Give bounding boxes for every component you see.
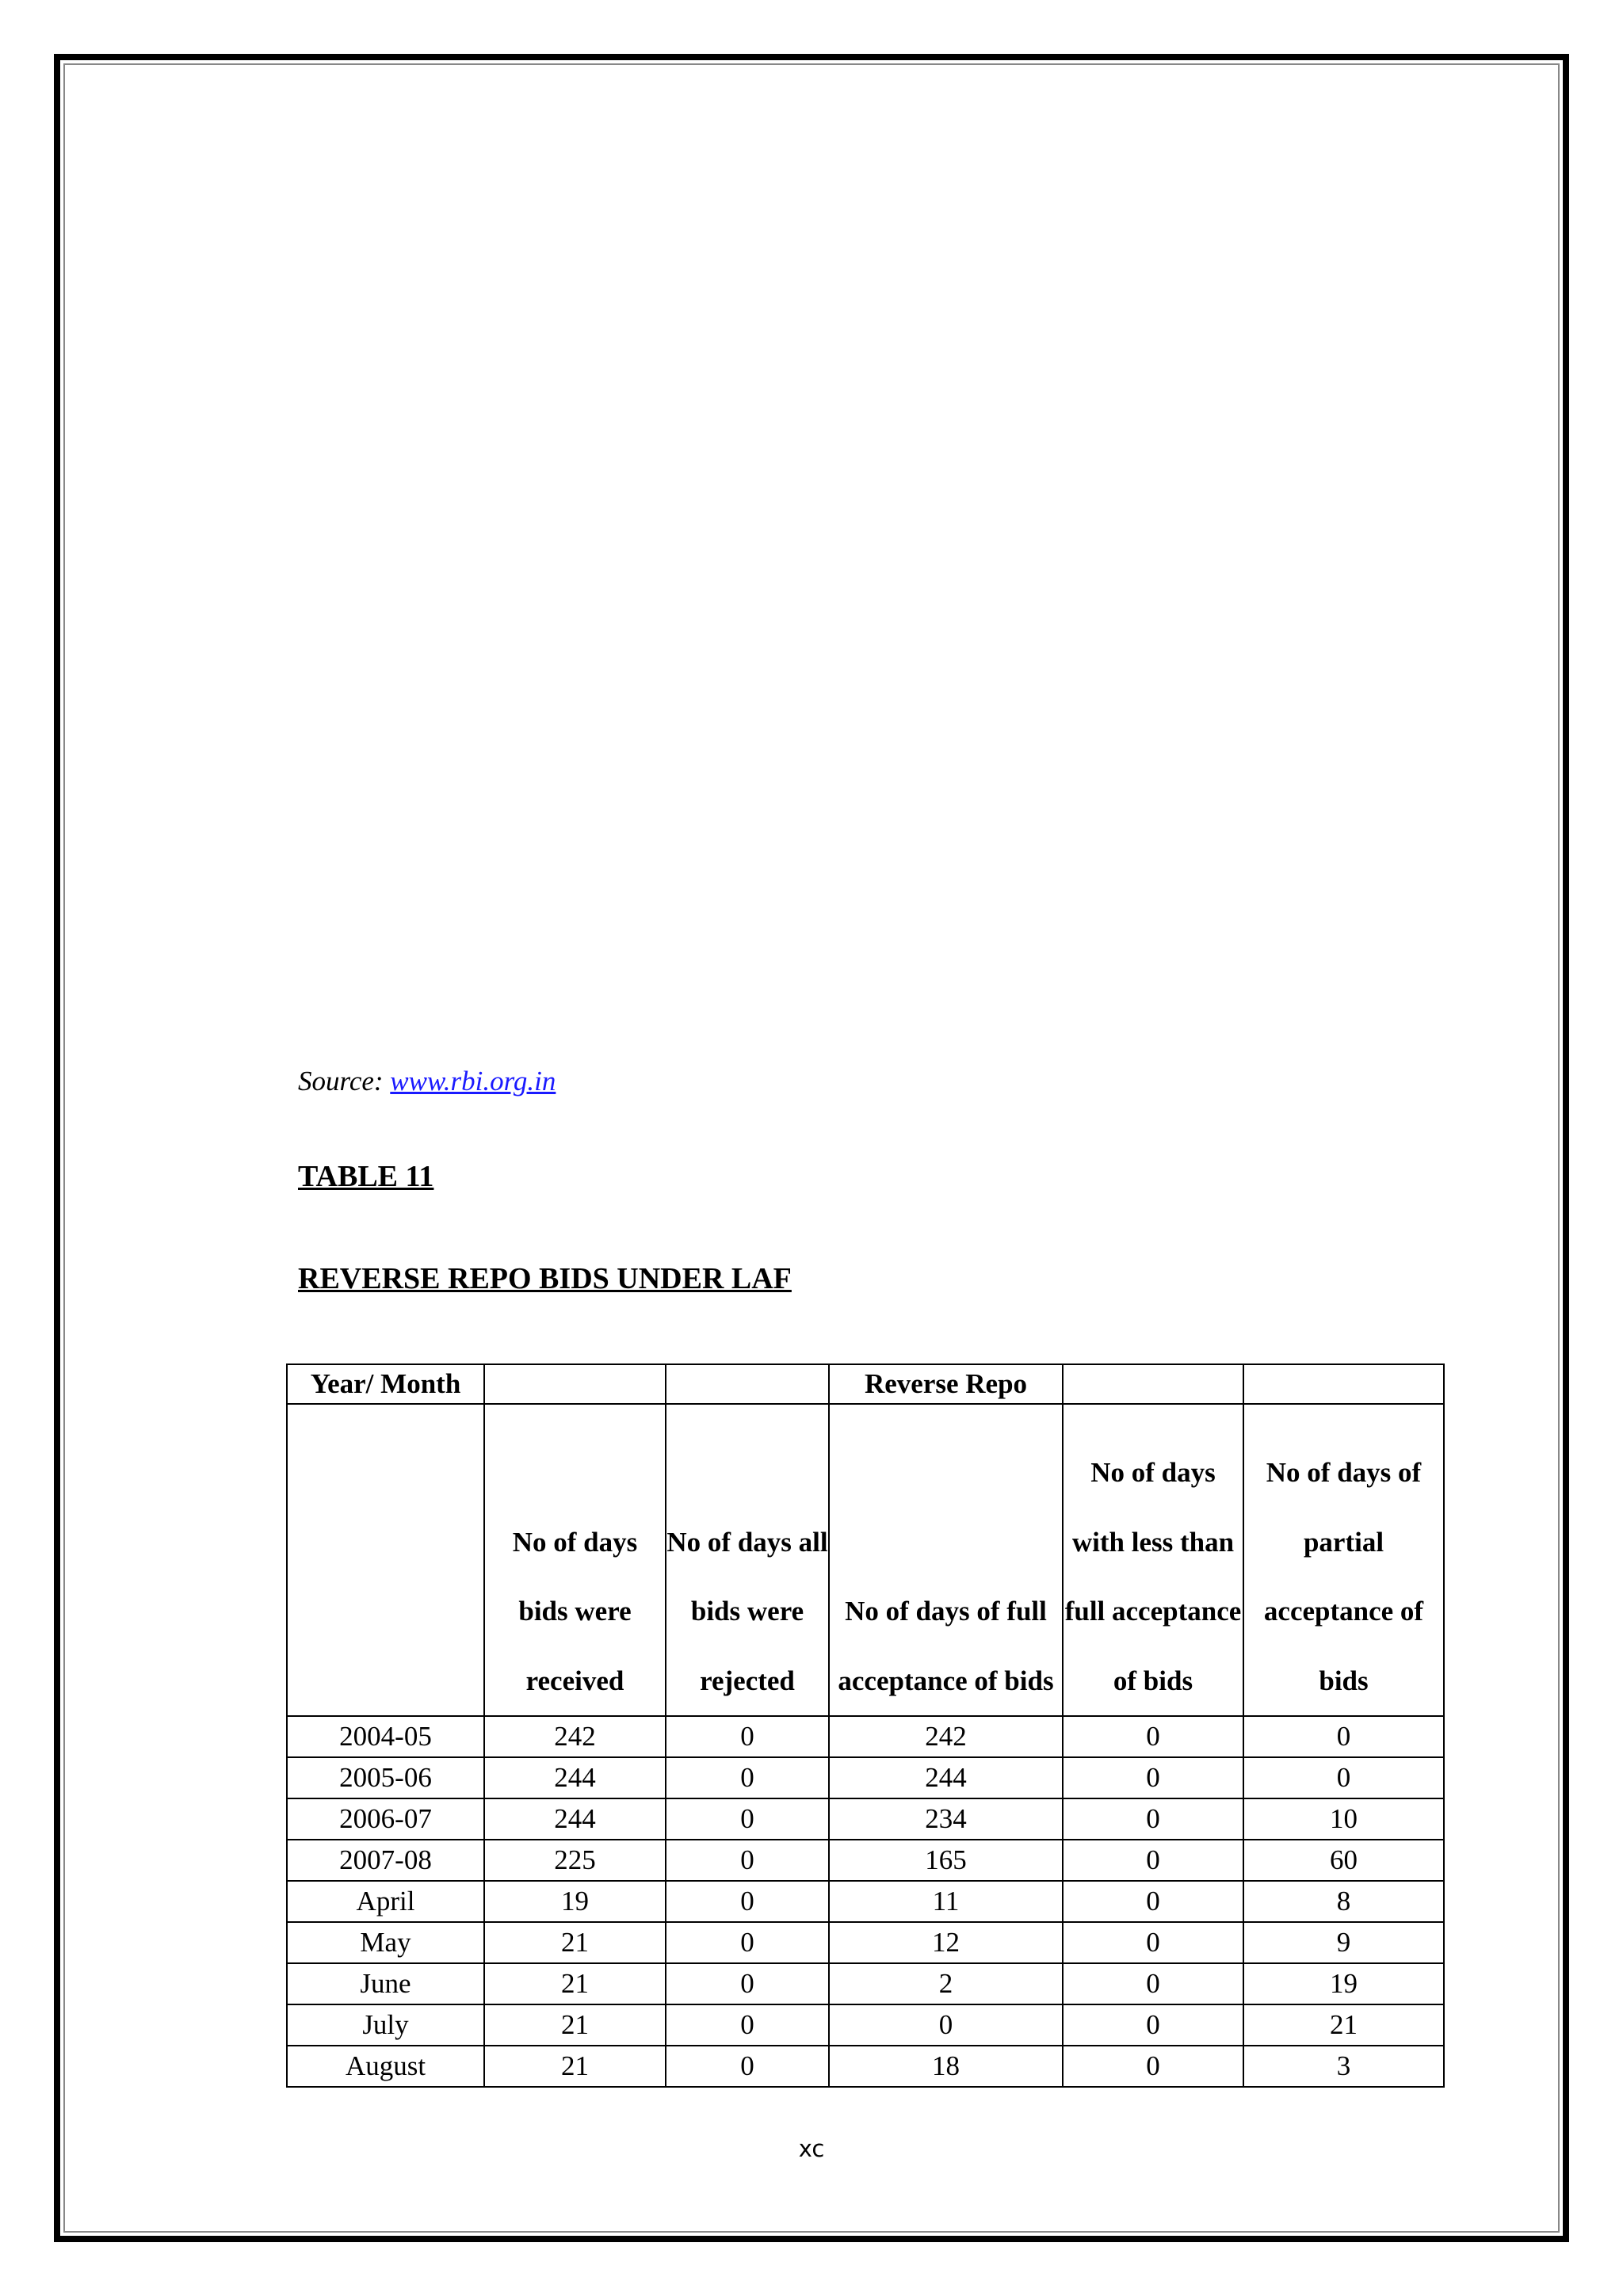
top-header-cell: Year/ Month xyxy=(287,1364,484,1404)
table-cell: 21 xyxy=(484,2046,666,2087)
table-cell: 0 xyxy=(1063,1881,1243,1922)
table-title: REVERSE REPO BIDS UNDER LAF xyxy=(298,1262,792,1295)
table-body xyxy=(287,1716,1444,2087)
table-cell: 0 xyxy=(666,1798,829,1840)
table-cell: 19 xyxy=(484,1881,666,1922)
table-cell: August xyxy=(287,2046,484,2087)
table-cell: 2004-05 xyxy=(287,1716,484,1757)
table-cell: 9 xyxy=(1243,1922,1444,1963)
table-cell: 244 xyxy=(829,1757,1063,1798)
table-row xyxy=(287,1716,1444,1757)
top-header-cell xyxy=(1063,1364,1243,1404)
page-number: xc xyxy=(798,2135,825,2162)
table-number: TABLE 11 xyxy=(298,1160,434,1193)
table-cell: 0 xyxy=(666,1757,829,1798)
table-row xyxy=(287,1798,1444,1840)
table-cell: 165 xyxy=(829,1840,1063,1881)
table-row xyxy=(287,1757,1444,1798)
table-cell: 3 xyxy=(1243,2046,1444,2087)
top-header-cell xyxy=(1243,1364,1444,1404)
table-cell: 0 xyxy=(666,2004,829,2046)
table-cell: 0 xyxy=(1063,1716,1243,1757)
table-cell: 21 xyxy=(484,1963,666,2004)
table-cell: 11 xyxy=(829,1881,1063,1922)
table-cell: May xyxy=(287,1922,484,1963)
table-cell: 225 xyxy=(484,1840,666,1881)
table-cell: 0 xyxy=(1063,2046,1243,2087)
table-cell: 0 xyxy=(1063,1840,1243,1881)
table-cell: 244 xyxy=(484,1798,666,1840)
column-header: No of days of partial acceptance of bids xyxy=(1243,1404,1444,1716)
table-cell: 60 xyxy=(1243,1840,1444,1881)
table-cell: 2 xyxy=(829,1963,1063,2004)
source-link[interactable]: www.rbi.org.in xyxy=(390,1066,556,1097)
column-header: No of days of full acceptance of bids xyxy=(829,1404,1063,1716)
column-header xyxy=(287,1404,484,1716)
table-cell: 0 xyxy=(1063,1798,1243,1840)
column-header: No of days bids were received xyxy=(484,1404,666,1716)
table-cell: 18 xyxy=(829,2046,1063,2087)
top-header-cell xyxy=(484,1364,666,1404)
table-cell: 19 xyxy=(1243,1963,1444,2004)
table-cell: 242 xyxy=(484,1716,666,1757)
table-row xyxy=(287,1881,1444,1922)
table-cell: 0 xyxy=(1063,1963,1243,2004)
table-cell: 0 xyxy=(666,1716,829,1757)
table-cell: 0 xyxy=(666,2046,829,2087)
table-cell: 242 xyxy=(829,1716,1063,1757)
table-cell: 2007-08 xyxy=(287,1840,484,1881)
table-cell: 0 xyxy=(1063,1922,1243,1963)
column-header: No of days with less than full acceptance of bids xyxy=(1063,1404,1243,1716)
table-cell: 0 xyxy=(666,1963,829,2004)
top-header-cell: Reverse Repo xyxy=(829,1364,1063,1404)
table-cell: 10 xyxy=(1243,1798,1444,1840)
table-top-header-row xyxy=(287,1364,1444,1404)
table-row xyxy=(287,1922,1444,1963)
table-row xyxy=(287,2046,1444,2087)
table-cell: 0 xyxy=(1243,1716,1444,1757)
table-row xyxy=(287,2004,1444,2046)
table-cell: April xyxy=(287,1881,484,1922)
table-cell: 21 xyxy=(484,1922,666,1963)
table-cell: 12 xyxy=(829,1922,1063,1963)
table-cell: 0 xyxy=(829,2004,1063,2046)
table-cell: 244 xyxy=(484,1757,666,1798)
table-row xyxy=(287,1840,1444,1881)
table-cell: 2006-07 xyxy=(287,1798,484,1840)
source-line xyxy=(298,1066,556,1097)
table-cell: 0 xyxy=(666,1881,829,1922)
table-cell: 21 xyxy=(484,2004,666,2046)
table-cell: 234 xyxy=(829,1798,1063,1840)
table-cell: 2005-06 xyxy=(287,1757,484,1798)
source-label: Source: xyxy=(298,1066,391,1097)
table-row xyxy=(287,1963,1444,2004)
table-cell: 0 xyxy=(1243,1757,1444,1798)
table-column-header-row xyxy=(287,1404,1444,1716)
table-cell: July xyxy=(287,2004,484,2046)
reverse-repo-table xyxy=(286,1363,1445,2088)
table-cell: 0 xyxy=(666,1840,829,1881)
top-header-cell xyxy=(666,1364,829,1404)
table-cell: 0 xyxy=(1063,1757,1243,1798)
table-cell: 0 xyxy=(666,1922,829,1963)
table-cell: 8 xyxy=(1243,1881,1444,1922)
table-cell: 0 xyxy=(1063,2004,1243,2046)
table-cell: June xyxy=(287,1963,484,2004)
column-header: No of days all bids were rejected xyxy=(666,1404,829,1716)
table-cell: 21 xyxy=(1243,2004,1444,2046)
